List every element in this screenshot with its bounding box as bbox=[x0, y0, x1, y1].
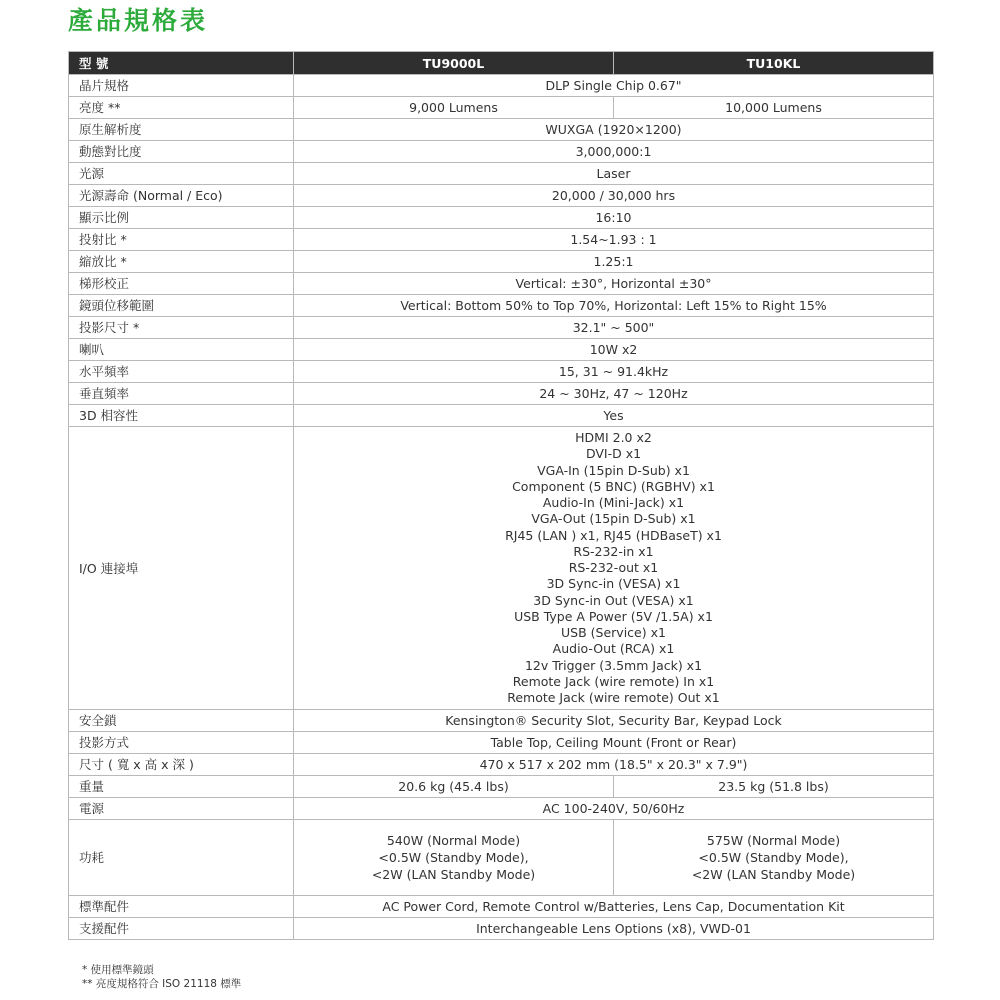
row-label: 3D 相容性 bbox=[69, 405, 294, 427]
page-title: 產品規格表 bbox=[68, 6, 209, 35]
row-value: Yes bbox=[294, 405, 934, 427]
footnote-standard-lens: * 使用標準鏡頭 bbox=[82, 964, 154, 976]
io-port-item: 12v Trigger (3.5mm Jack) x1 bbox=[524, 657, 703, 673]
table-row bbox=[69, 754, 934, 776]
row-value: AC 100-240V, 50/60Hz bbox=[294, 798, 934, 820]
row-value: WUXGA (1920×1200) bbox=[294, 119, 934, 141]
row-label: 亮度 ** bbox=[69, 97, 294, 119]
table-row bbox=[69, 119, 934, 141]
table-row bbox=[69, 229, 934, 251]
row-label: 梯形校正 bbox=[69, 273, 294, 295]
table-row bbox=[69, 295, 934, 317]
row-label: 顯示比例 bbox=[69, 207, 294, 229]
row-label: 功耗 bbox=[69, 820, 294, 896]
io-port-item: RJ45 (LAN ) x1, RJ45 (HDBaseT) x1 bbox=[505, 527, 722, 543]
row-value: 32.1" ~ 500" bbox=[294, 317, 934, 339]
table-row bbox=[69, 273, 934, 295]
spec-table bbox=[68, 51, 934, 940]
row-label: 標準配件 bbox=[69, 896, 294, 918]
power-line: <0.5W (Standby Mode), bbox=[698, 850, 849, 866]
table-row bbox=[69, 896, 934, 918]
table-row bbox=[69, 798, 934, 820]
io-port-item: RS-232-in x1 bbox=[573, 543, 654, 559]
row-label: 安全鎖 bbox=[69, 710, 294, 732]
io-port-item: Audio-In (Mini-Jack) x1 bbox=[542, 495, 685, 510]
row-value: 15, 31 ~ 91.4kHz bbox=[294, 361, 934, 383]
row-value: Laser bbox=[294, 163, 934, 185]
row-label: 鏡頭位移範圍 bbox=[69, 295, 294, 317]
row-value-tu10kl: 10,000 Lumens bbox=[614, 97, 934, 119]
power-line: <0.5W (Standby Mode), bbox=[378, 850, 529, 866]
table-row bbox=[69, 361, 934, 383]
table-row bbox=[69, 207, 934, 229]
table-row bbox=[69, 732, 934, 754]
table-row bbox=[69, 317, 934, 339]
row-label: I/O 連接埠 bbox=[69, 427, 294, 710]
row-value: 10W x2 bbox=[294, 339, 934, 361]
power-tu9000l bbox=[294, 820, 614, 896]
row-label: 支援配件 bbox=[69, 918, 294, 940]
io-port-item: RS-232-out x1 bbox=[568, 560, 659, 575]
row-value: DLP Single Chip 0.67" bbox=[294, 75, 934, 97]
io-port-item: Remote Jack (wire remote) In x1 bbox=[512, 673, 715, 689]
header-model-label: 型 號 bbox=[69, 52, 294, 75]
row-label: 動態對比度 bbox=[69, 141, 294, 163]
row-value: Interchangeable Lens Options (x8), VWD-01 bbox=[294, 918, 934, 940]
io-port-item: Audio-Out (RCA) x1 bbox=[552, 641, 675, 657]
table-row bbox=[69, 75, 934, 97]
table-row bbox=[69, 97, 934, 119]
table-row bbox=[69, 918, 934, 940]
io-port-item: USB (Service) x1 bbox=[561, 625, 666, 640]
footnotes bbox=[82, 963, 241, 991]
power-line: 540W (Normal Mode) bbox=[386, 833, 521, 849]
table-row bbox=[69, 251, 934, 273]
table-row bbox=[69, 776, 934, 798]
row-label: 投影尺寸 * bbox=[69, 317, 294, 339]
io-port-item: 3D Sync-in (VESA) x1 bbox=[546, 576, 681, 592]
row-value: 24 ~ 30Hz, 47 ~ 120Hz bbox=[294, 383, 934, 405]
table-row bbox=[69, 185, 934, 207]
io-ports-list bbox=[294, 427, 934, 710]
io-port-item: DVI-D x1 bbox=[585, 446, 642, 462]
header-model-tu10kl: TU10KL bbox=[614, 52, 934, 75]
io-port-item: USB Type A Power (5V /1.5A) x1 bbox=[514, 608, 713, 624]
row-label: 光源 bbox=[69, 163, 294, 185]
row-label: 垂直頻率 bbox=[69, 383, 294, 405]
table-header-row bbox=[69, 52, 934, 75]
io-port-item: VGA-In (15pin D-Sub) x1 bbox=[537, 462, 690, 478]
row-label: 晶片規格 bbox=[69, 75, 294, 97]
table-row-io-ports bbox=[69, 427, 934, 710]
io-port-item: HDMI 2.0 x2 bbox=[575, 430, 652, 445]
table-row bbox=[69, 405, 934, 427]
io-port-item: VGA-Out (15pin D-Sub) x1 bbox=[531, 511, 696, 527]
table-row-power bbox=[69, 820, 934, 896]
row-value: 1.54~1.93 : 1 bbox=[294, 229, 934, 251]
row-value: Vertical: Bottom 50% to Top 70%, Horizontal: Left 15% to Right 15% bbox=[294, 295, 934, 317]
row-label: 光源壽命 (Normal / Eco) bbox=[69, 185, 294, 207]
row-label: 投影方式 bbox=[69, 732, 294, 754]
table-row bbox=[69, 710, 934, 732]
row-value: 3,000,000:1 bbox=[294, 141, 934, 163]
table-row bbox=[69, 163, 934, 185]
row-value: 16:10 bbox=[294, 207, 934, 229]
row-value-tu9000l: 9,000 Lumens bbox=[294, 97, 614, 119]
row-label: 縮放比 * bbox=[69, 251, 294, 273]
power-line: 575W (Normal Mode) bbox=[706, 833, 841, 849]
row-value-tu9000l: 20.6 kg (45.4 lbs) bbox=[294, 776, 614, 798]
power-line: <2W (LAN Standby Mode) bbox=[691, 867, 856, 883]
table-row bbox=[69, 383, 934, 405]
row-label: 原生解析度 bbox=[69, 119, 294, 141]
row-value: 1.25:1 bbox=[294, 251, 934, 273]
row-label: 投射比 * bbox=[69, 229, 294, 251]
row-value: Vertical: ±30°, Horizontal ±30° bbox=[294, 273, 934, 295]
io-port-item: 3D Sync-in Out (VESA) x1 bbox=[533, 592, 694, 608]
power-line: <2W (LAN Standby Mode) bbox=[371, 867, 536, 883]
row-value: AC Power Cord, Remote Control w/Batteries, Lens Cap, Documentation Kit bbox=[294, 896, 934, 918]
power-tu10kl bbox=[614, 820, 934, 896]
row-label: 喇叭 bbox=[69, 339, 294, 361]
row-label: 尺寸 ( 寬 x 高 x 深 ) bbox=[69, 754, 294, 776]
footnote-iso-brightness: ** 亮度規格符合 ISO 21118 標準 bbox=[82, 978, 242, 990]
io-port-item: Component (5 BNC) (RGBHV) x1 bbox=[512, 478, 715, 494]
row-value: Table Top, Ceiling Mount (Front or Rear) bbox=[294, 732, 934, 754]
row-label: 電源 bbox=[69, 798, 294, 820]
row-value: Kensington® Security Slot, Security Bar, Keypad Lock bbox=[294, 710, 934, 732]
io-port-item: Remote Jack (wire remote) Out x1 bbox=[507, 690, 720, 705]
table-row bbox=[69, 339, 934, 361]
row-value: 20,000 / 30,000 hrs bbox=[294, 185, 934, 207]
row-value-tu10kl: 23.5 kg (51.8 lbs) bbox=[614, 776, 934, 798]
row-value: 470 x 517 x 202 mm (18.5" x 20.3" x 7.9") bbox=[294, 754, 934, 776]
row-label: 水平頻率 bbox=[69, 361, 294, 383]
header-model-tu9000l: TU9000L bbox=[294, 52, 614, 75]
table-row bbox=[69, 141, 934, 163]
row-label: 重量 bbox=[69, 776, 294, 798]
